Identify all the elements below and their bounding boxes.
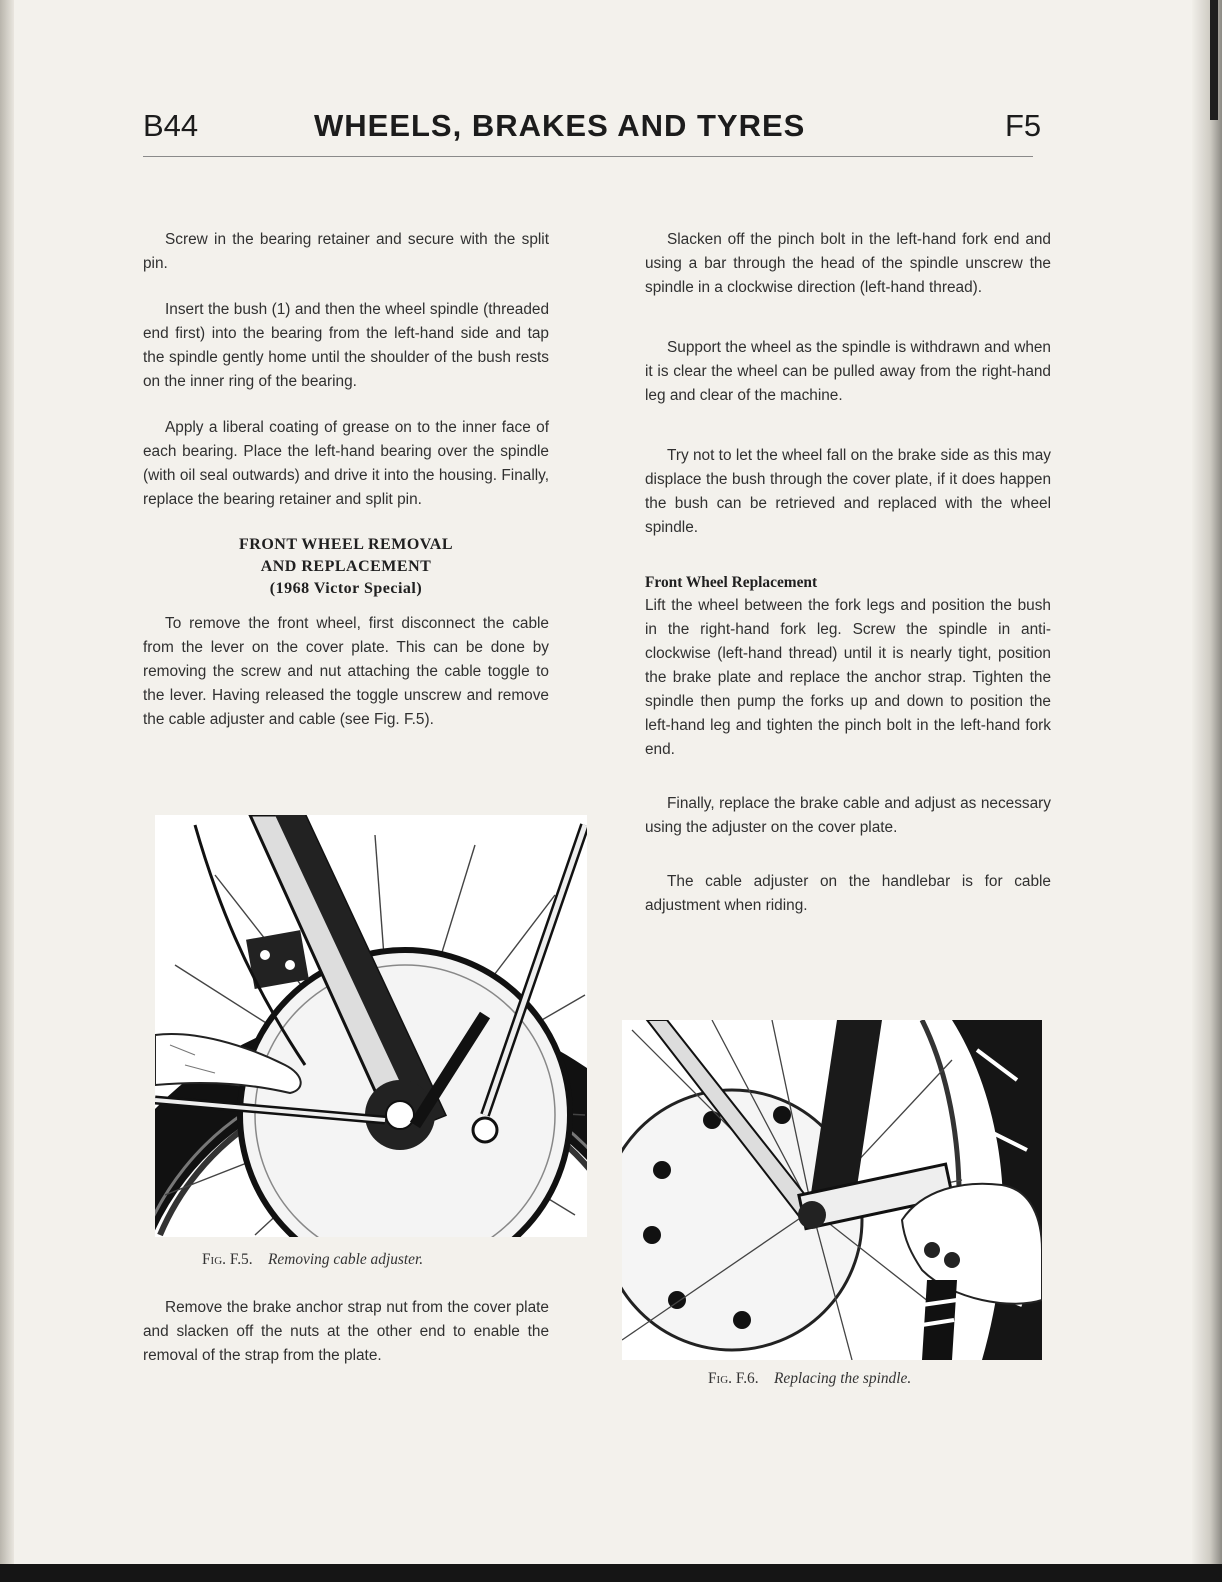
page-edge-bottom [0, 1564, 1222, 1582]
subheading-front-wheel-replacement: Front Wheel Replacement [645, 574, 818, 591]
paragraph-brake-side: Try not to let the wheel fall on the brake side as this may displace the bush through the cover plate, if it does happen the bush can be retrieved and replaced with the wheel spindle. [645, 447, 1051, 536]
manual-code: B44 [143, 108, 199, 143]
left-column [143, 228, 549, 732]
section-heading-line1: FRONT WHEEL REMOVAL [239, 536, 453, 553]
paragraph-support-wheel: Support the wheel as the spindle is withdrawn and when it is clear the wheel can be pulled away from the right-hand leg and clear of the machine. [645, 339, 1051, 404]
wheel-brake-drawing [155, 815, 587, 1237]
paragraph-remove-front-wheel: To remove the front wheel, first disconnect the cable from the lever on the cover plate. This can be done by removing the screw and nut attaching the cable toggle to the lever. Having released the toggle unscrew and remove the cable adjuster and cable (see Fig. F.5). [143, 615, 549, 728]
figure-f6-caption-text: Replacing the spindle. [773, 1370, 912, 1387]
paragraph-pinch-bolt: Slacken off the pinch bolt in the left-hand fork end and using a bar through the head of the spindle unscrew the spindle in a clockwise direction (left-hand thread). [645, 231, 1051, 296]
section-heading [143, 534, 549, 600]
section-heading-line2: AND REPLACEMENT [260, 558, 432, 575]
figure-f6-illustration [622, 1020, 1042, 1360]
paragraph-anchor-strap: Remove the brake anchor strap nut from the cover plate and slacken off the nuts at the other end to enable the removal of the strap from the plate. [143, 1299, 549, 1364]
page-title: WHEELS, BRAKES AND TYRES [314, 108, 806, 143]
paragraph-insert-bush: Insert the bush (1) and then the wheel spindle (threaded end first) into the bearing from the left-hand side and tap the spindle gently home until the shoulder of the bush rests on the inner ring of the bearing. [143, 301, 549, 390]
left-column-bottom [143, 1296, 549, 1368]
page-edge-left [0, 0, 14, 1582]
page-edge-right [1192, 0, 1222, 1582]
right-column [645, 228, 1051, 918]
paragraph-grease-bearing: Apply a liberal coating of grease on to the inner face of each bearing. Place the left-hand bearing over the spindle (with oil seal outwards) and drive it into the housing. Finally, replace the bearing retainer and split pin. [143, 419, 549, 508]
paragraph-bearing-retainer: Screw in the bearing retainer and secure with the split pin. [143, 231, 549, 272]
figure-f5-caption [202, 1251, 423, 1269]
section-page-number: F5 [1005, 108, 1042, 143]
paragraph-lift-wheel: Lift the wheel between the fork legs and position the bush in the right-hand fork leg. Screw the spindle in anti-clockwise (left-hand thread) until it is nearly tight, position the brake plate and replace the anchor strap. Tighten the spindle then pump the forks up and down to position the left-hand leg and tighten the pinch bolt in the left-hand fork end. [645, 597, 1051, 758]
paragraph-replace-cable: Finally, replace the brake cable and adjust as necessary using the adjuster on the cover plate. [645, 795, 1051, 836]
figure-f6-caption [708, 1370, 911, 1388]
figure-f5-illustration [155, 815, 587, 1237]
section-heading-line3: (1968 Victor Special) [269, 580, 423, 597]
spindle-drawing [622, 1020, 1042, 1360]
header-rule [143, 156, 1033, 157]
figure-f5-caption-text: Removing cable adjuster. [267, 1251, 424, 1268]
paragraph-handlebar-adjuster: The cable adjuster on the handlebar is for cable adjustment when riding. [645, 873, 1051, 914]
figure-f6-label: Fig. F.6. [708, 1370, 759, 1387]
figure-f5-label: Fig. F.5. [202, 1251, 253, 1268]
